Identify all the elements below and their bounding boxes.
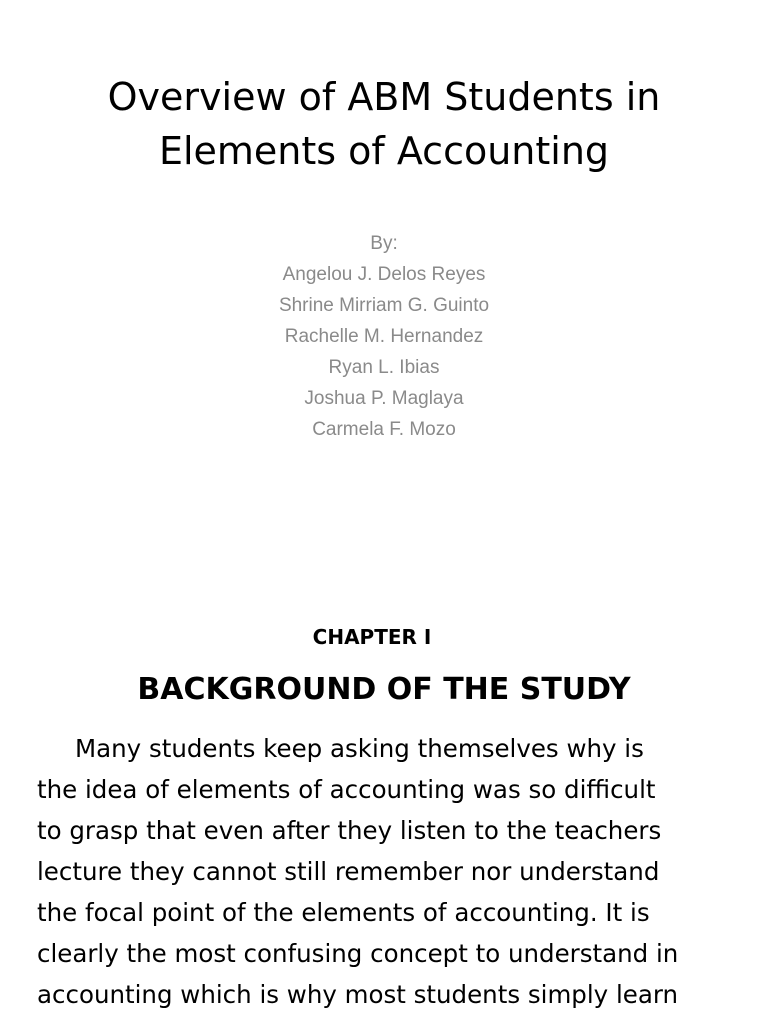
author-name: Carmela F. Mozo (312, 419, 456, 440)
author-list (0, 228, 768, 445)
section-heading: BACKGROUND OF THE STUDY (137, 672, 631, 707)
paragraph-line: the idea of elements of accounting was so difficult (37, 775, 656, 804)
author-name: Rachelle M. Hernandez (284, 326, 484, 347)
paragraph-line: clearly the most confusing concept to understand in (37, 939, 679, 968)
chapter-label: CHAPTER I (312, 625, 432, 649)
author-name: Ryan L. Ibias (328, 357, 440, 378)
paragraph-line: accounting which is why most students simply learn (37, 980, 679, 1009)
paragraph-line: to grasp that even after they listen to the teachers (37, 816, 662, 845)
paragraph-line: lecture they cannot still remember nor understand (37, 857, 660, 886)
document-title (0, 70, 768, 178)
body-paragraph (37, 728, 757, 1015)
paragraph-line: Many students keep asking themselves why is (75, 734, 644, 763)
by-label: By: (370, 233, 398, 254)
author-name: Shrine Mirriam G. Guinto (278, 295, 490, 316)
title-line: Elements of Accounting (158, 129, 610, 173)
author-name: Joshua P. Maglaya (304, 388, 464, 409)
author-name: Angelou J. Delos Reyes (282, 264, 486, 285)
paragraph-line: the focal point of the elements of accounting. It is (37, 898, 650, 927)
title-line: Overview of ABM Students in (107, 75, 661, 119)
